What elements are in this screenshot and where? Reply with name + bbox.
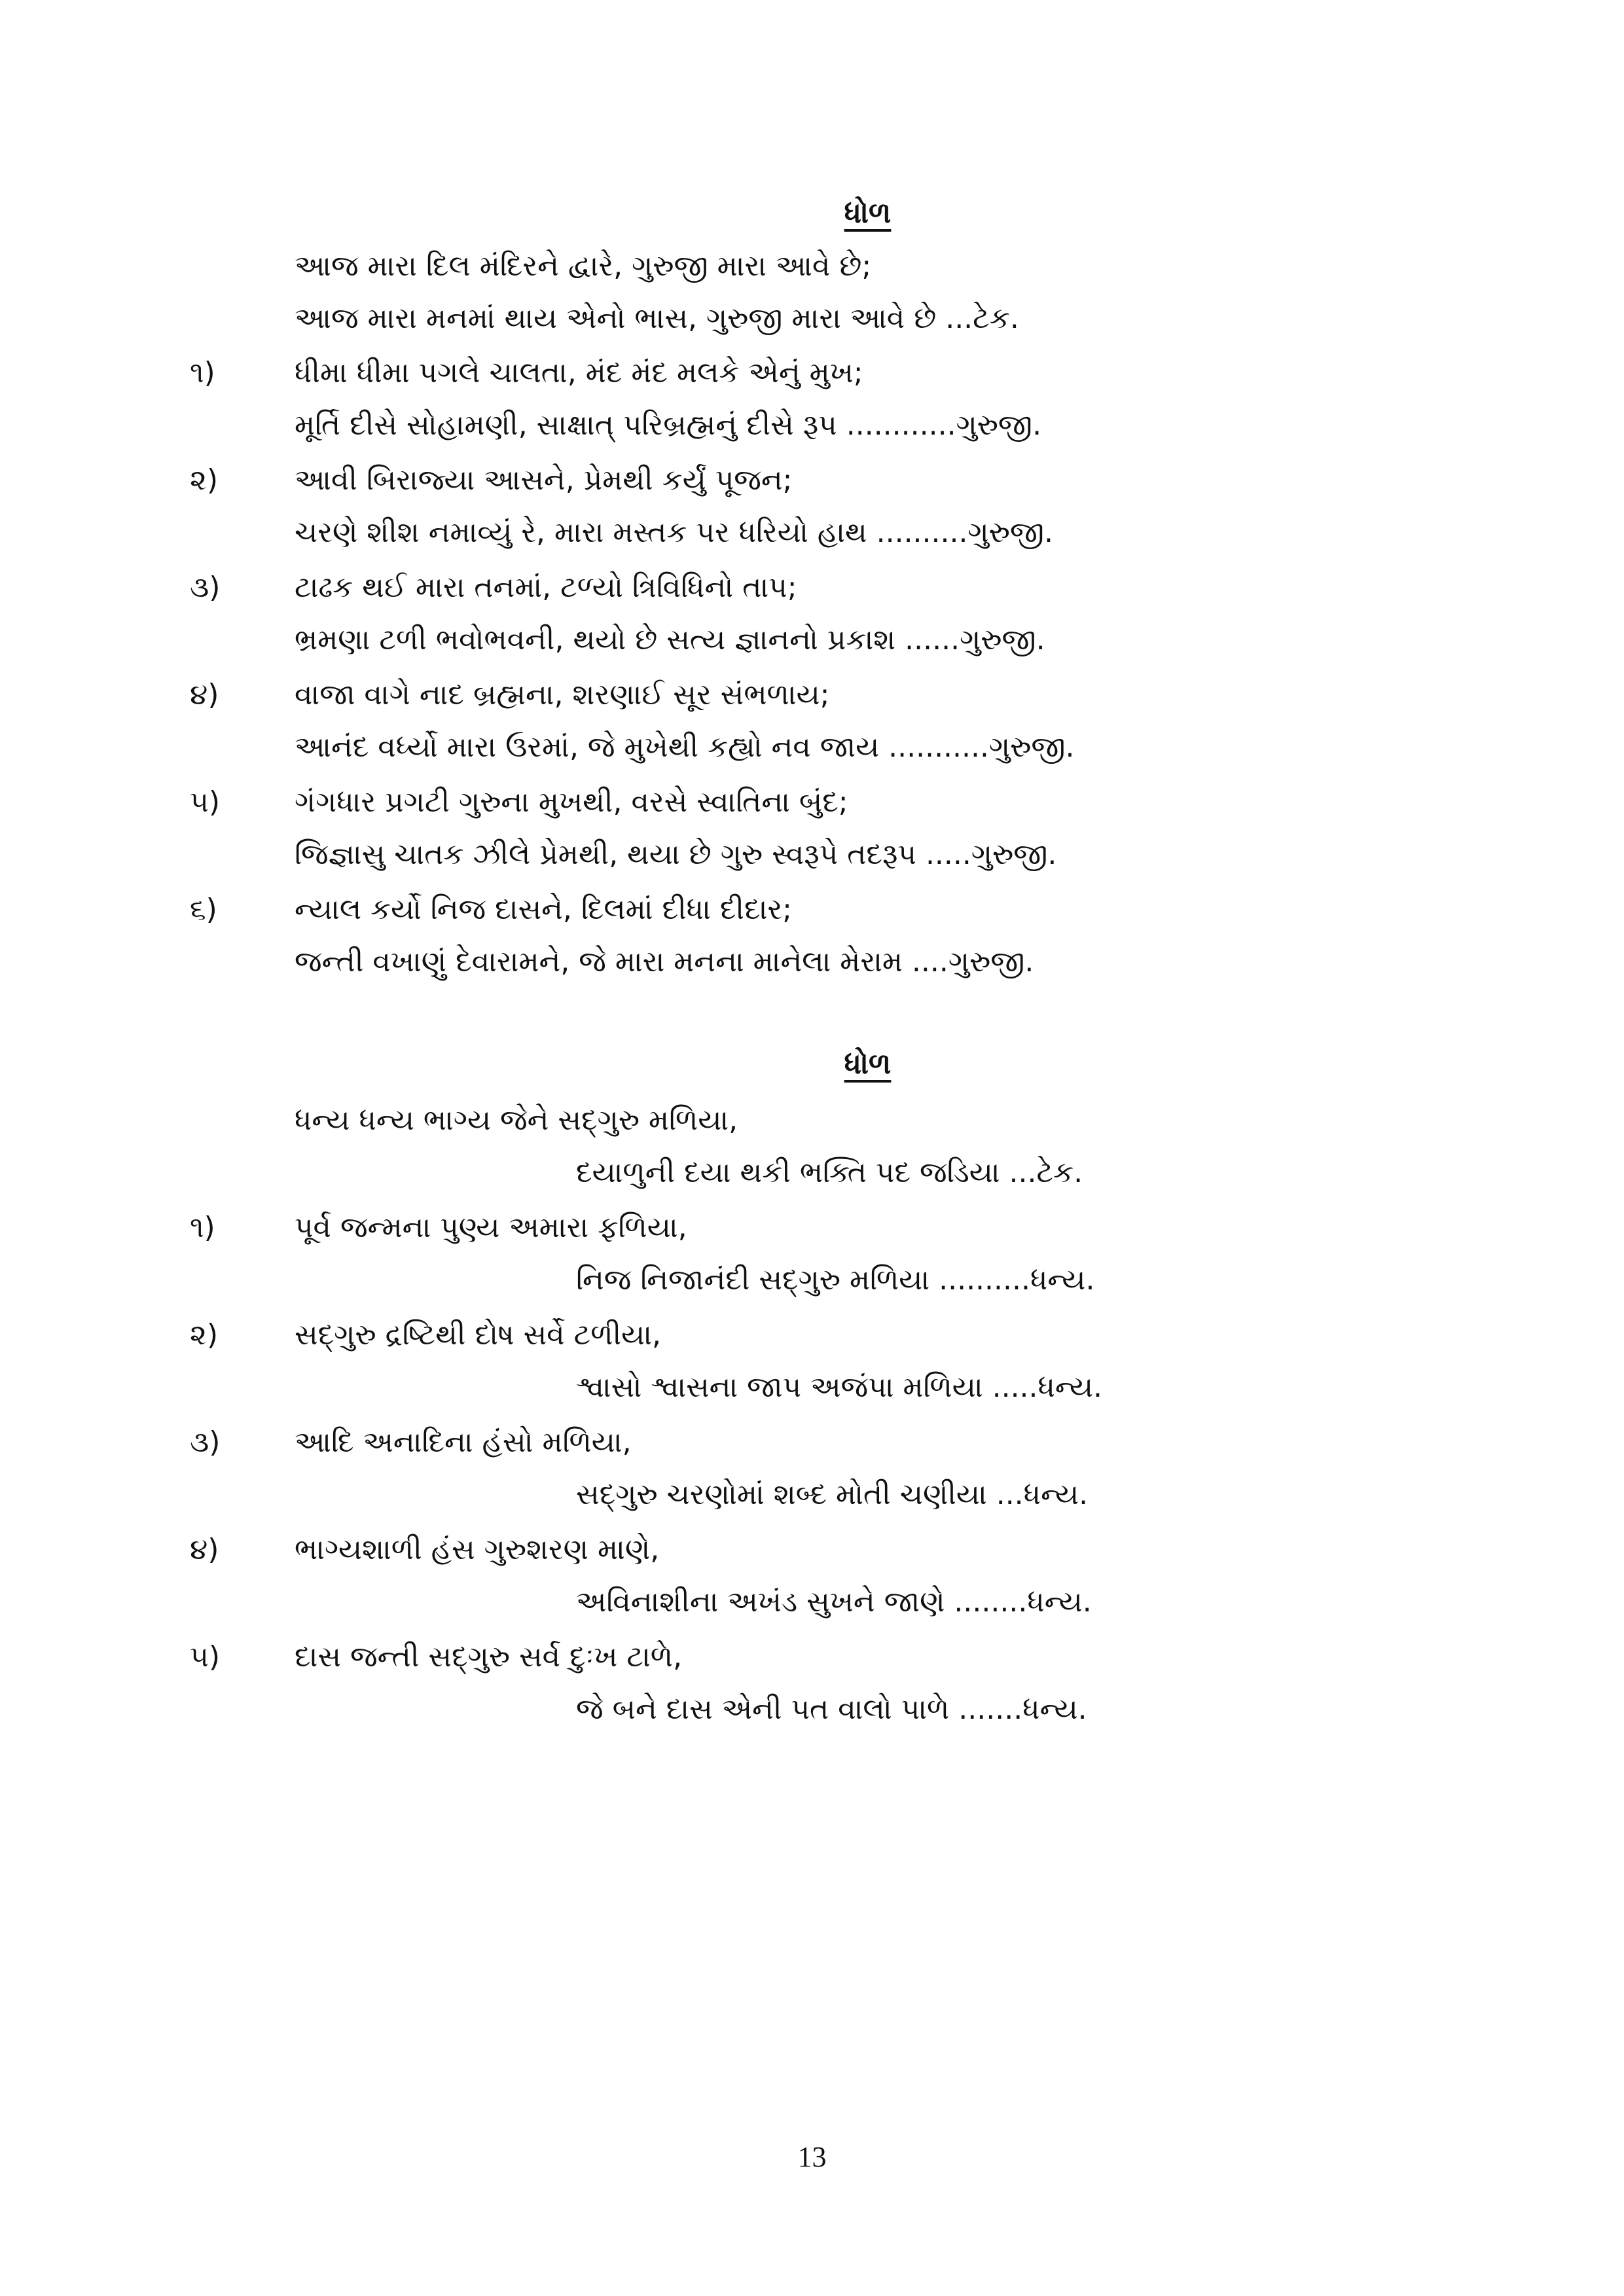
- song1-verse-1-number: ૧): [190, 356, 215, 389]
- song1-intro-line-1: આજ મારા દિલ મંદિરને દ્વારે, ગુરુજી મારા આવે છે;: [295, 249, 872, 283]
- song1-verse-4-line-1: વાજા વાગે નાદ બ્રહ્મના, શરણાઈ સૂર સંભળાય;: [295, 678, 830, 711]
- song1-verse-5-number: ૫): [190, 785, 221, 819]
- song2-verse-2-line-2: શ્વાસો શ્વાસના જાપ અજંપા મળિયા .....ધન્ય.: [576, 1371, 1102, 1404]
- song1-verse-5-line-1: ગંગધાર પ્રગટી ગુરુના મુખથી, વરસે સ્વાતિના બુંદ;: [295, 785, 848, 819]
- song1-verse-2-number: ૨): [190, 463, 218, 497]
- song1-verse-1-line-2: મૂર્તિ દીસે સોહામણી, સાક્ષાત્ પરિબ્રહ્મનું દીસે રૂપ ............ગુરુજી.: [295, 408, 1042, 442]
- song1-heading: ધોળ: [844, 196, 892, 230]
- song1-verse-2-line-1: આવી બિરાજ્યા આસને, પ્રેમથી કર્યું પૂજન;: [295, 463, 793, 497]
- song2-intro-line-1: ધન્ય ધન્ય ભાગ્ય જેને સદ્ગુરુ મળિયા,: [295, 1103, 738, 1137]
- song1-verse-6-line-2: જન્તી વખાણું દેવારામને, જે મારા મનના માનેલા મેરામ ....ગુરુજી.: [295, 945, 1034, 978]
- song2-verse-3-number: ૩): [190, 1426, 221, 1459]
- song2-verse-2-number: ૨): [190, 1318, 218, 1352]
- song1-intro-line-2: આજ મારા મનમાં થાય એનો ભાસ, ગુરુજી મારા આવે છે ...ટેક.: [295, 302, 1019, 335]
- song1-verse-2-line-2: ચરણે શીશ નમાવ્યું રે, મારા મસ્તક પર ધરિયો હાથ ..........ગુરુજી.: [295, 516, 1054, 549]
- song1-verse-6-line-1: ન્યાલ કર્યો નિજ દાસને, દિલમાં દીધા દીદાર;: [295, 893, 792, 926]
- song2-verse-3-line-1: આદિ અનાદિના હંસો મળિયા,: [295, 1426, 632, 1459]
- song2-intro-line-2: દયાળુની દયા થકી ભક્તિ પદ જડિયા ...ટેક.: [576, 1156, 1083, 1189]
- song1-verse-4-number: ૪): [190, 678, 219, 711]
- song2-verse-5-line-1: દાસ જન્તી સદ્ગુરુ સર્વ દુઃખ ટાળે,: [295, 1640, 683, 1674]
- song2-verse-4-line-2: અવિનાશીના અખંડ સુખને જાણે ........ધન્ય.: [576, 1585, 1092, 1619]
- song2-heading: ધોળ: [844, 1047, 892, 1081]
- song1-verse-3-line-1: ટાઢક થઈ મારા તનમાં, ટળ્યો ત્રિવિધિનો તાપ;: [295, 571, 797, 604]
- song1-verse-3-number: ૩): [190, 571, 221, 604]
- song2-verse-3-line-2: સદ્ગુરુ ચરણોમાં શબ્દ મોતી ચણીયા ...ધન્ય.: [576, 1478, 1089, 1511]
- song2-verse-1-line-1: પૂર્વ જન્મના પુણ્ય અમારા ફળિયા,: [295, 1211, 687, 1244]
- song2-verse-5-line-2: જે બને દાસ એની પત વાલો પાળે .......ધન્ય.: [576, 1693, 1087, 1726]
- song2-verse-4-line-1: ભાગ્યશાળી હંસ ગુરુશરણ માણે,: [295, 1533, 660, 1566]
- song1-verse-5-line-2: જિજ્ઞાસુ ચાતક ઝીલે પ્રેમથી, થયા છે ગુરુ સ્વરૂપે તદરૂપ .....ગુરુજી.: [295, 838, 1057, 871]
- song2-verse-5-number: ૫): [190, 1640, 221, 1674]
- song2-verse-1-number: ૧): [190, 1211, 215, 1244]
- song1-verse-3-line-2: ભ્રમણા ટળી ભવોભવની, થયો છે સત્ય જ્ઞાનનો પ્રકાશ ......ગુરુજી.: [295, 623, 1045, 656]
- song2-verse-4-number: ૪): [190, 1533, 219, 1566]
- song2-verse-1-line-2: નિજ નિજાનંદી સદ્ગુરુ મળિયા ..........ધન્ય.: [576, 1263, 1095, 1297]
- song1-verse-1-line-1: ધીમા ધીમા પગલે ચાલતા, મંદ મંદ મલકે એનું મુખ;: [295, 356, 863, 389]
- song1-verse-6-number: ૬): [190, 893, 217, 926]
- song2-verse-2-line-1: સદ્ગુરુ દ્રષ્ટિથી દોષ સર્વે ટળીયા,: [295, 1318, 661, 1352]
- song1-verse-4-line-2: આનંદ વર્ધ્યો મારા ઉરમાં, જે મુખેથી કહ્યો નવ જાય ...........ગુરુજી.: [295, 730, 1075, 764]
- page-number: 13: [797, 2141, 827, 2173]
